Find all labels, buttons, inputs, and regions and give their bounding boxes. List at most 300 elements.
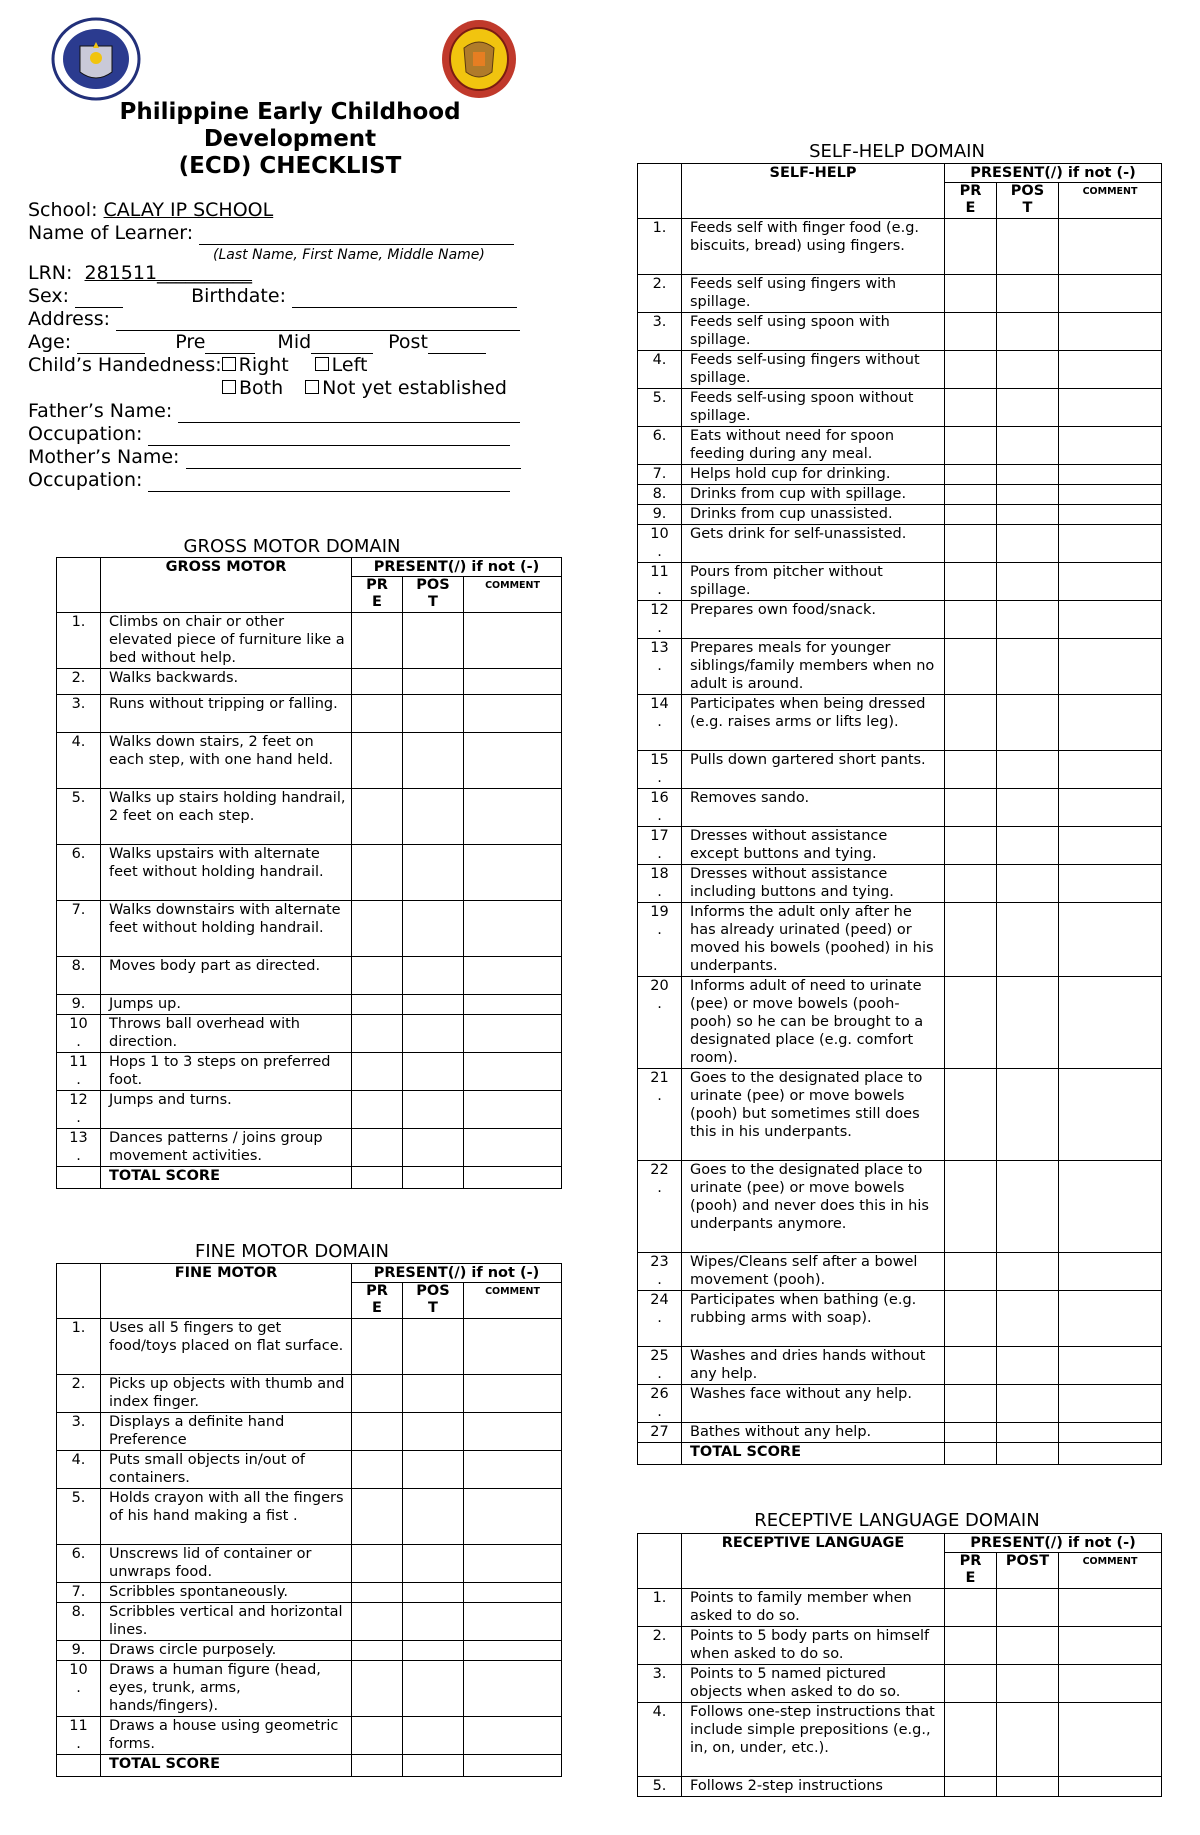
item-number: 4. bbox=[57, 1451, 101, 1489]
post-cell[interactable] bbox=[403, 1413, 464, 1451]
comment-cell[interactable] bbox=[464, 1451, 562, 1489]
item-number: 17 . bbox=[638, 827, 682, 865]
pre-cell[interactable] bbox=[352, 789, 403, 845]
post-cell[interactable] bbox=[403, 1375, 464, 1413]
comment-cell[interactable] bbox=[1059, 1777, 1162, 1797]
comment-cell[interactable] bbox=[1059, 351, 1162, 389]
item-description: Jumps up. bbox=[101, 995, 352, 1015]
post-cell[interactable] bbox=[997, 639, 1059, 695]
checklist-row bbox=[638, 485, 1162, 505]
comment-cell[interactable] bbox=[464, 669, 562, 695]
pre-cell[interactable] bbox=[945, 275, 997, 313]
pre-cell[interactable] bbox=[945, 1385, 997, 1423]
item-number: 10 . bbox=[57, 1661, 101, 1717]
pre-cell[interactable] bbox=[945, 601, 997, 639]
pre-cell[interactable] bbox=[945, 1423, 997, 1443]
total-comment-cell[interactable] bbox=[1059, 1443, 1162, 1465]
post-cell[interactable] bbox=[997, 601, 1059, 639]
post-cell[interactable] bbox=[403, 1717, 464, 1755]
comment-cell[interactable] bbox=[1059, 1703, 1162, 1777]
pre-cell[interactable] bbox=[945, 525, 997, 563]
comment-cell[interactable] bbox=[464, 613, 562, 669]
post-cell[interactable] bbox=[997, 1161, 1059, 1253]
comment-cell[interactable] bbox=[1059, 465, 1162, 485]
checklist-row bbox=[57, 1319, 562, 1375]
pre-cell[interactable] bbox=[945, 351, 997, 389]
left-checkbox[interactable] bbox=[315, 357, 329, 371]
post-cell[interactable] bbox=[403, 995, 464, 1015]
comment-cell[interactable] bbox=[1059, 505, 1162, 525]
checklist-row bbox=[57, 1717, 562, 1755]
comment-cell[interactable] bbox=[1059, 977, 1162, 1069]
post-cell[interactable] bbox=[403, 1661, 464, 1717]
pre-cell[interactable] bbox=[352, 901, 403, 957]
checklist-row bbox=[57, 695, 562, 733]
post-cell[interactable] bbox=[997, 1253, 1059, 1291]
present-header: PRESENT(/) if not (-) bbox=[352, 1264, 562, 1283]
item-number: 5. bbox=[57, 1489, 101, 1545]
item-description: Participates when bathing (e.g. rubbing arms with soap). bbox=[682, 1291, 945, 1347]
item-number: 14 . bbox=[638, 695, 682, 751]
pre-cell[interactable] bbox=[945, 695, 997, 751]
checklist-row bbox=[638, 601, 1162, 639]
pre-cell[interactable] bbox=[945, 827, 997, 865]
post-cell[interactable] bbox=[403, 1319, 464, 1375]
comment-cell[interactable] bbox=[464, 1661, 562, 1717]
post-cell[interactable] bbox=[403, 695, 464, 733]
item-number: 10 . bbox=[638, 525, 682, 563]
checklist-row bbox=[638, 1627, 1162, 1665]
comment-cell[interactable] bbox=[1059, 1291, 1162, 1347]
comment-cell[interactable] bbox=[1059, 275, 1162, 313]
pre-cell[interactable] bbox=[352, 1717, 403, 1755]
comment-cell[interactable] bbox=[1059, 1347, 1162, 1385]
pre-cell[interactable] bbox=[945, 219, 997, 275]
pre-cell[interactable] bbox=[352, 957, 403, 995]
total-pre-cell[interactable] bbox=[352, 1755, 403, 1777]
checklist-row bbox=[638, 389, 1162, 427]
number-header bbox=[638, 1534, 682, 1589]
total-blank bbox=[57, 1167, 101, 1189]
item-description: Participates when being dressed (e.g. raises arms or lifts leg). bbox=[682, 695, 945, 751]
pre-cell[interactable] bbox=[352, 845, 403, 901]
item-number: 10 . bbox=[57, 1015, 101, 1053]
item-number: 21 . bbox=[638, 1069, 682, 1161]
item-number: 13 . bbox=[638, 639, 682, 695]
comment-cell[interactable] bbox=[1059, 1253, 1162, 1291]
post-cell[interactable] bbox=[997, 1069, 1059, 1161]
item-description: Drinks from cup unassisted. bbox=[682, 505, 945, 525]
pre-cell[interactable] bbox=[945, 465, 997, 485]
item-number: 15 . bbox=[638, 751, 682, 789]
comment-cell[interactable] bbox=[1059, 1665, 1162, 1703]
checklist-row bbox=[57, 1015, 562, 1053]
comment-cell[interactable] bbox=[464, 1489, 562, 1545]
pre-cell[interactable] bbox=[945, 751, 997, 789]
both-checkbox[interactable] bbox=[222, 380, 236, 394]
post-cell[interactable] bbox=[997, 1589, 1059, 1627]
pre-cell[interactable] bbox=[352, 733, 403, 789]
post-cell[interactable] bbox=[403, 789, 464, 845]
post-cell[interactable] bbox=[997, 275, 1059, 313]
item-description: Jumps and turns. bbox=[101, 1091, 352, 1129]
checklist-row bbox=[638, 789, 1162, 827]
comment-cell[interactable] bbox=[1059, 751, 1162, 789]
post-cell[interactable] bbox=[403, 901, 464, 957]
skill-header: SELF-HELP bbox=[682, 164, 945, 219]
post-cell[interactable] bbox=[997, 1347, 1059, 1385]
total-blank bbox=[57, 1755, 101, 1777]
pre-cell[interactable] bbox=[352, 1489, 403, 1545]
item-description: Draws circle purposely. bbox=[101, 1641, 352, 1661]
item-description: Walks up stairs holding handrail, 2 feet on each step. bbox=[101, 789, 352, 845]
item-description: Picks up objects with thumb and index finger. bbox=[101, 1375, 352, 1413]
checklist-row bbox=[57, 1451, 562, 1489]
item-description: Walks down stairs, 2 feet on each step, with one hand held. bbox=[101, 733, 352, 789]
item-number: 6. bbox=[57, 845, 101, 901]
skill-header: FINE MOTOR bbox=[101, 1264, 352, 1319]
checklist-row bbox=[638, 313, 1162, 351]
post-cell[interactable] bbox=[997, 351, 1059, 389]
checklist-row bbox=[57, 613, 562, 669]
item-number: 4. bbox=[57, 733, 101, 789]
post-cell[interactable] bbox=[403, 669, 464, 695]
post-cell[interactable] bbox=[403, 733, 464, 789]
comment-cell[interactable] bbox=[464, 789, 562, 845]
comment-cell[interactable] bbox=[1059, 1161, 1162, 1253]
post-cell[interactable] bbox=[403, 957, 464, 995]
pre-cell[interactable] bbox=[352, 1319, 403, 1375]
comment-cell[interactable] bbox=[464, 957, 562, 995]
post-cell[interactable] bbox=[997, 219, 1059, 275]
checklist-row bbox=[638, 525, 1162, 563]
checklist-row bbox=[638, 827, 1162, 865]
post-cell[interactable] bbox=[997, 865, 1059, 903]
item-number: 23 . bbox=[638, 1253, 682, 1291]
comment-cell[interactable] bbox=[464, 1641, 562, 1661]
item-number: 26 . bbox=[638, 1385, 682, 1423]
post-cell[interactable] bbox=[403, 1545, 464, 1583]
checklist-row bbox=[57, 733, 562, 789]
post-cell[interactable] bbox=[997, 827, 1059, 865]
total-pre-cell[interactable] bbox=[352, 1167, 403, 1189]
post-cell[interactable] bbox=[997, 695, 1059, 751]
pre-cell[interactable] bbox=[945, 1665, 997, 1703]
comment-cell[interactable] bbox=[1059, 639, 1162, 695]
comment-cell[interactable] bbox=[1059, 1627, 1162, 1665]
total-post-cell[interactable] bbox=[997, 1443, 1059, 1465]
pre-cell[interactable] bbox=[352, 995, 403, 1015]
pre-cell[interactable] bbox=[945, 427, 997, 465]
not-yet-checkbox[interactable] bbox=[305, 380, 319, 394]
pre-cell[interactable] bbox=[352, 1053, 403, 1091]
comment-cell[interactable] bbox=[1059, 313, 1162, 351]
checklist-row bbox=[638, 219, 1162, 275]
item-number: 11 . bbox=[638, 563, 682, 601]
pre-cell[interactable] bbox=[352, 1129, 403, 1167]
item-number: 7. bbox=[57, 1583, 101, 1603]
total-comment-cell[interactable] bbox=[464, 1167, 562, 1189]
post-cell[interactable] bbox=[403, 1603, 464, 1641]
total-comment-cell[interactable] bbox=[464, 1755, 562, 1777]
item-description: Eats without need for spoon feeding during any meal. bbox=[682, 427, 945, 465]
post-cell[interactable] bbox=[997, 977, 1059, 1069]
pre-cell[interactable] bbox=[352, 1661, 403, 1717]
pre-cell[interactable] bbox=[945, 1161, 997, 1253]
total-score-row bbox=[638, 1443, 1162, 1465]
post-cell[interactable] bbox=[997, 505, 1059, 525]
checklist-row bbox=[57, 1641, 562, 1661]
total-score-row bbox=[57, 1167, 562, 1189]
post-cell[interactable] bbox=[997, 1777, 1059, 1797]
item-description: Uses all 5 fingers to get food/toys placed on flat surface. bbox=[101, 1319, 352, 1375]
checklist-row bbox=[57, 845, 562, 901]
pre-cell[interactable] bbox=[945, 977, 997, 1069]
comment-cell[interactable] bbox=[464, 1603, 562, 1641]
item-description: Drinks from cup with spillage. bbox=[682, 485, 945, 505]
comment-header: COMMENT bbox=[1059, 1553, 1162, 1589]
post-header: POS T bbox=[403, 577, 464, 613]
item-description: Points to 5 named pictured objects when asked to do so. bbox=[682, 1665, 945, 1703]
name-line[interactable] bbox=[199, 226, 514, 245]
comment-cell[interactable] bbox=[464, 1091, 562, 1129]
pre-cell[interactable] bbox=[945, 1703, 997, 1777]
item-number: 8. bbox=[57, 1603, 101, 1641]
item-number: 16 . bbox=[638, 789, 682, 827]
pre-cell[interactable] bbox=[945, 1347, 997, 1385]
comment-cell[interactable] bbox=[464, 1319, 562, 1375]
comment-cell[interactable] bbox=[1059, 563, 1162, 601]
checklist-row bbox=[638, 639, 1162, 695]
post-cell[interactable] bbox=[997, 563, 1059, 601]
pre-cell[interactable] bbox=[945, 1627, 997, 1665]
comment-cell[interactable] bbox=[464, 1129, 562, 1167]
post-cell[interactable] bbox=[403, 1129, 464, 1167]
pre-cell[interactable] bbox=[945, 313, 997, 351]
item-number: 12 . bbox=[638, 601, 682, 639]
item-number: 2. bbox=[57, 669, 101, 695]
item-number: 5. bbox=[638, 389, 682, 427]
post-cell[interactable] bbox=[403, 1053, 464, 1091]
comment-cell[interactable] bbox=[1059, 695, 1162, 751]
pre-cell[interactable] bbox=[945, 789, 997, 827]
item-description: Dances patterns / joins group movement activities. bbox=[101, 1129, 352, 1167]
checklist-row bbox=[638, 903, 1162, 977]
comment-cell[interactable] bbox=[1059, 827, 1162, 865]
checklist-row bbox=[638, 977, 1162, 1069]
pre-cell[interactable] bbox=[352, 1641, 403, 1661]
item-number: 3. bbox=[638, 1665, 682, 1703]
self-help-title: SELF-HELP DOMAIN bbox=[809, 141, 985, 162]
item-description: Points to family member when asked to do so. bbox=[682, 1589, 945, 1627]
pre-cell[interactable] bbox=[945, 1589, 997, 1627]
post-cell[interactable] bbox=[403, 1641, 464, 1661]
comment-cell[interactable] bbox=[1059, 1589, 1162, 1627]
checklist-row bbox=[638, 1385, 1162, 1423]
post-cell[interactable] bbox=[997, 427, 1059, 465]
comment-cell[interactable] bbox=[1059, 601, 1162, 639]
comment-cell[interactable] bbox=[464, 901, 562, 957]
item-number: 11 . bbox=[57, 1053, 101, 1091]
comment-cell[interactable] bbox=[1059, 1423, 1162, 1443]
post-cell[interactable] bbox=[997, 1703, 1059, 1777]
comment-cell[interactable] bbox=[464, 733, 562, 789]
post-cell[interactable] bbox=[997, 1385, 1059, 1423]
comment-cell[interactable] bbox=[464, 1545, 562, 1583]
item-number: 4. bbox=[638, 1703, 682, 1777]
pre-cell[interactable] bbox=[352, 1413, 403, 1451]
comment-header: COMMENT bbox=[464, 577, 562, 613]
comment-cell[interactable] bbox=[1059, 485, 1162, 505]
post-cell[interactable] bbox=[997, 313, 1059, 351]
pre-cell[interactable] bbox=[945, 389, 997, 427]
item-description: Goes to the designated place to urinate (pee) or move bowels (pooh) and never does this in his underpants anymore. bbox=[682, 1161, 945, 1253]
post-cell[interactable] bbox=[997, 789, 1059, 827]
pre-cell[interactable] bbox=[945, 1069, 997, 1161]
comment-cell[interactable] bbox=[1059, 1069, 1162, 1161]
pre-cell[interactable] bbox=[945, 903, 997, 977]
pre-cell[interactable] bbox=[945, 1253, 997, 1291]
item-number: 2. bbox=[638, 275, 682, 313]
item-description: Feeds self-using fingers without spillage. bbox=[682, 351, 945, 389]
checklist-row bbox=[57, 789, 562, 845]
item-description: Bathes without any help. bbox=[682, 1423, 945, 1443]
item-description: Helps hold cup for drinking. bbox=[682, 465, 945, 485]
item-description: Runs without tripping or falling. bbox=[101, 695, 352, 733]
pre-cell[interactable] bbox=[352, 1015, 403, 1053]
checklist-row bbox=[57, 1489, 562, 1545]
comment-cell[interactable] bbox=[464, 1413, 562, 1451]
item-description: Throws ball overhead with direction. bbox=[101, 1015, 352, 1053]
total-pre-cell[interactable] bbox=[945, 1443, 997, 1465]
checklist-row bbox=[57, 995, 562, 1015]
item-number: 11 . bbox=[57, 1717, 101, 1755]
comment-cell[interactable] bbox=[464, 1375, 562, 1413]
post-cell[interactable] bbox=[403, 1583, 464, 1603]
post-cell[interactable] bbox=[403, 1015, 464, 1053]
pre-cell[interactable] bbox=[945, 639, 997, 695]
post-cell[interactable] bbox=[997, 465, 1059, 485]
comment-cell[interactable] bbox=[464, 1583, 562, 1603]
fine-motor-table bbox=[56, 1263, 562, 1777]
post-cell[interactable] bbox=[997, 1627, 1059, 1665]
item-description: Wipes/Cleans self after a bowel movement (pooh). bbox=[682, 1253, 945, 1291]
post-header: POST bbox=[997, 1553, 1059, 1589]
checklist-row bbox=[57, 669, 562, 695]
pre-cell[interactable] bbox=[352, 669, 403, 695]
item-description: Draws a human figure (head, eyes, trunk, arms, hands/fingers). bbox=[101, 1661, 352, 1717]
post-cell[interactable] bbox=[403, 845, 464, 901]
item-number: 5. bbox=[638, 1777, 682, 1797]
post-cell[interactable] bbox=[403, 613, 464, 669]
post-cell[interactable] bbox=[997, 485, 1059, 505]
post-cell[interactable] bbox=[997, 1423, 1059, 1443]
pre-cell[interactable] bbox=[352, 1451, 403, 1489]
item-number: 24 . bbox=[638, 1291, 682, 1347]
comment-cell[interactable] bbox=[1059, 389, 1162, 427]
comment-cell[interactable] bbox=[464, 695, 562, 733]
pre-cell[interactable] bbox=[945, 505, 997, 525]
pre-cell[interactable] bbox=[352, 695, 403, 733]
checklist-row bbox=[57, 1091, 562, 1129]
post-cell[interactable] bbox=[997, 751, 1059, 789]
present-header: PRESENT(/) if not (-) bbox=[945, 1534, 1162, 1553]
pre-cell[interactable] bbox=[945, 563, 997, 601]
post-cell[interactable] bbox=[403, 1451, 464, 1489]
comment-header: COMMENT bbox=[1059, 183, 1162, 219]
comment-cell[interactable] bbox=[464, 1717, 562, 1755]
pre-cell[interactable] bbox=[352, 1603, 403, 1641]
comment-cell[interactable] bbox=[1059, 427, 1162, 465]
pre-cell[interactable] bbox=[352, 1091, 403, 1129]
pre-cell[interactable] bbox=[352, 1375, 403, 1413]
comment-cell[interactable] bbox=[464, 845, 562, 901]
comment-cell[interactable] bbox=[1059, 525, 1162, 563]
item-number: 1. bbox=[57, 613, 101, 669]
checklist-row bbox=[638, 1347, 1162, 1385]
item-description: Follows one-step instructions that include simple prepositions (e.g., in, on, under, etc.). bbox=[682, 1703, 945, 1777]
comment-cell[interactable] bbox=[1059, 865, 1162, 903]
item-number: 27 bbox=[638, 1423, 682, 1443]
comment-cell[interactable] bbox=[1059, 789, 1162, 827]
pre-cell[interactable] bbox=[352, 1583, 403, 1603]
comment-cell[interactable] bbox=[464, 995, 562, 1015]
post-cell[interactable] bbox=[997, 525, 1059, 563]
item-number: 8. bbox=[57, 957, 101, 995]
pre-cell[interactable] bbox=[945, 1777, 997, 1797]
item-description: Gets drink for self-unassisted. bbox=[682, 525, 945, 563]
right-checkbox[interactable] bbox=[222, 357, 236, 371]
pre-cell[interactable] bbox=[352, 613, 403, 669]
receptive-language-title: RECEPTIVE LANGUAGE DOMAIN bbox=[754, 1510, 1040, 1531]
post-cell[interactable] bbox=[997, 1665, 1059, 1703]
item-description: Scribbles spontaneously. bbox=[101, 1583, 352, 1603]
item-description: Holds crayon with all the fingers of his hand making a fist . bbox=[101, 1489, 352, 1545]
pre-header: PR E bbox=[945, 183, 997, 219]
gross-motor-title: GROSS MOTOR DOMAIN bbox=[183, 536, 401, 557]
total-post-cell[interactable] bbox=[403, 1167, 464, 1189]
comment-cell[interactable] bbox=[464, 1015, 562, 1053]
pre-cell[interactable] bbox=[945, 865, 997, 903]
comment-cell[interactable] bbox=[1059, 219, 1162, 275]
post-header: POS T bbox=[403, 1283, 464, 1319]
post-cell[interactable] bbox=[997, 903, 1059, 977]
pre-cell[interactable] bbox=[945, 485, 997, 505]
post-cell[interactable] bbox=[403, 1091, 464, 1129]
item-description: Walks downstairs with alternate feet without holding handrail. bbox=[101, 901, 352, 957]
post-cell[interactable] bbox=[997, 1291, 1059, 1347]
post-cell[interactable] bbox=[997, 389, 1059, 427]
post-cell[interactable] bbox=[403, 1489, 464, 1545]
item-description: Removes sando. bbox=[682, 789, 945, 827]
item-number: 20 . bbox=[638, 977, 682, 1069]
checklist-row bbox=[638, 1665, 1162, 1703]
checklist-row bbox=[638, 465, 1162, 485]
lrn-value: 281511__________ bbox=[84, 262, 253, 284]
comment-cell[interactable] bbox=[1059, 903, 1162, 977]
item-number: 1. bbox=[638, 219, 682, 275]
pre-cell[interactable] bbox=[352, 1545, 403, 1583]
total-post-cell[interactable] bbox=[403, 1755, 464, 1777]
checklist-row bbox=[57, 1413, 562, 1451]
comment-cell[interactable] bbox=[1059, 1385, 1162, 1423]
pre-cell[interactable] bbox=[945, 1291, 997, 1347]
total-blank bbox=[638, 1443, 682, 1465]
item-number: 2. bbox=[638, 1627, 682, 1665]
comment-cell[interactable] bbox=[464, 1053, 562, 1091]
checklist-row bbox=[638, 751, 1162, 789]
number-header bbox=[57, 558, 101, 613]
